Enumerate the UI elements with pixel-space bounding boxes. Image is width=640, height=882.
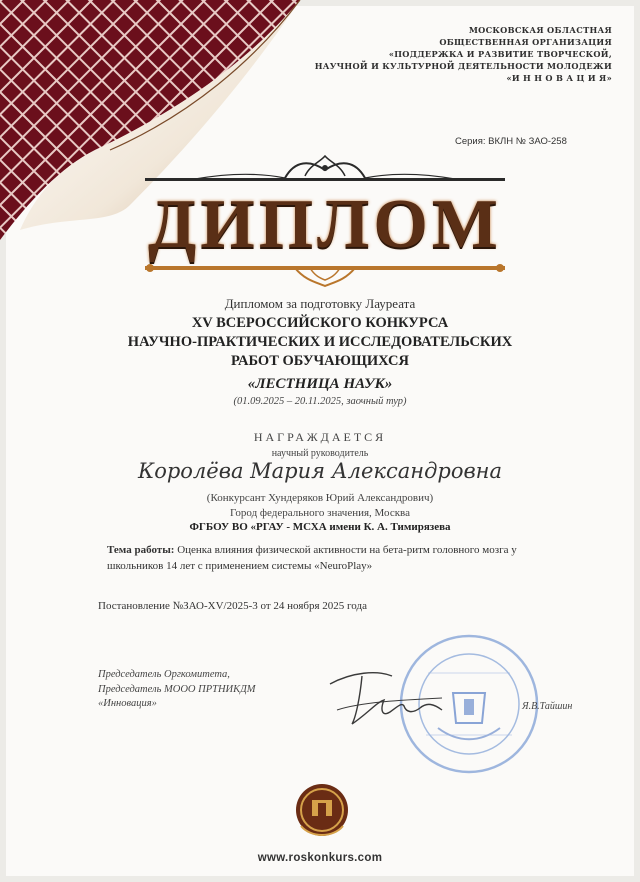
diploma-title: ДИПЛОМ xyxy=(148,186,502,263)
topic-text-1: Оценка влияния физической активности на бета-ритм головного мозга у xyxy=(174,544,517,556)
website-url: www.roskonkurs.com xyxy=(257,852,383,864)
city: Город федерального значения, Москва xyxy=(230,507,410,519)
contest-line-3: РАБОТ ОБУЧАЮЩИХСЯ xyxy=(230,353,410,369)
recipient-name: Королёва Мария Александровна xyxy=(137,459,503,483)
top-ornament-icon xyxy=(135,150,515,190)
organization-logo-icon xyxy=(291,782,353,842)
awarded-label: НАГРАЖДАЕТСЯ xyxy=(253,430,387,444)
org-line-2: ОБЩЕСТВЕННАЯ ОРГАНИЗАЦИЯ xyxy=(439,37,612,47)
org-line-4: НАУЧНОЙ И КУЛЬТУРНОЙ ДЕЯТЕЛЬНОСТИ МОЛОДЕЖИ xyxy=(314,61,612,71)
contest-title xyxy=(60,314,580,371)
topic-label: Тема работы: xyxy=(107,544,175,556)
work-topic xyxy=(107,542,547,574)
contest-dates: (01.09.2025 – 20.11.2025, заочный тур) xyxy=(233,396,407,407)
contest-line-2: НАУЧНО-ПРАКТИЧЕСКИХ И ИССЛЕДОВАТЕЛЬСКИХ xyxy=(127,334,513,350)
series-number: Серия: ВКЛН № ЗАО-258 xyxy=(455,136,567,147)
topic-text-2: школьников 14 лет с применением системы «NeuroPlay» xyxy=(107,560,373,572)
decree: Постановление №ЗАО-XV/2025-3 от 24 ноября 2025 года xyxy=(98,600,367,612)
award-intro: Дипломом за подготовку Лауреата xyxy=(224,296,416,311)
org-line-1: МОСКОВСКАЯ ОБЛАСТНАЯ xyxy=(468,25,612,35)
org-line-5: «И Н Н О В А Ц И Я» xyxy=(506,73,612,83)
signatory-line-1: Председатель Оргкомитета, xyxy=(98,669,230,680)
bottom-ornament-icon xyxy=(135,258,515,288)
signature-icon xyxy=(322,662,452,732)
signatory-line-2: Председатель МООО ПРТНИКДМ xyxy=(98,683,256,695)
contest-line-1: XV ВСЕРОССИЙСКОГО КОНКУРСА xyxy=(191,315,449,331)
contestant-name: (Конкурсант Хундеряков Юрий Александрович) xyxy=(206,492,434,504)
contest-name: «ЛЕСТНИЦА НАУК» xyxy=(247,376,393,392)
institution: ФГБОУ ВО «РГАУ - МСХА имени К. А. Тимирязева xyxy=(189,521,451,533)
recipient-role: научный руководитель xyxy=(271,448,369,459)
signatory-title xyxy=(98,668,256,712)
org-line-3: «ПОДДЕРЖКА И РАЗВИТИЕ ТВОРЧЕСКОЙ, xyxy=(388,49,612,59)
organization-header xyxy=(292,24,612,84)
title-block xyxy=(135,150,515,285)
signatory-line-3: «Инновация» xyxy=(98,698,157,709)
signer-name: Я.В.Тайшин xyxy=(522,701,573,712)
